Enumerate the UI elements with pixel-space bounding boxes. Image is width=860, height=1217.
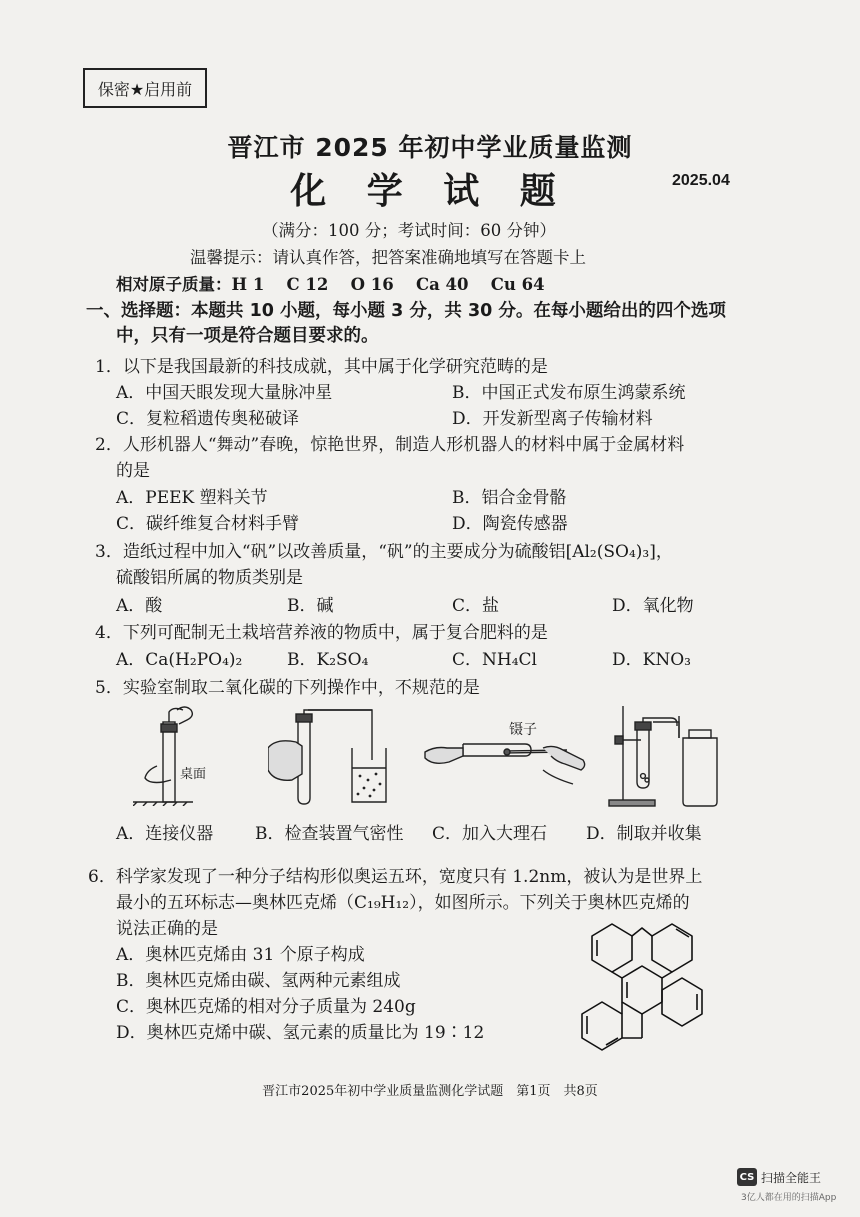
question-6-stem-cont1: 最小的五环标志—奥林匹克烯（C₁₉H₁₂），如图所示。下列关于奥林匹克烯的: [116, 893, 690, 913]
exam-date: 2025.04: [672, 172, 730, 189]
q1-option-a: A．中国天眼发现大量脉冲星: [116, 383, 333, 403]
question-6-stem: 6．科学家发现了一种分子结构形似奥运五环，宽度只有 1.2nm，被认为是世界上: [88, 867, 703, 887]
q2-option-d: D．陶瓷传感器: [452, 514, 568, 534]
section-heading-cont: 中，只有一项是符合题目要求的。: [116, 326, 379, 346]
q4-option-c: C．NH₄Cl: [452, 650, 537, 670]
q5-label-tweezers: 镊子: [509, 722, 537, 738]
exam-info: （满分：100 分；考试时间：60 分钟）: [262, 221, 556, 240]
q4-option-a: A．Ca(H₂PO₄)₂: [116, 650, 243, 670]
q2-option-a: A．PEEK 塑料关节: [116, 488, 268, 508]
q5-option-c: C．加入大理石: [432, 824, 548, 844]
question-4-stem: 4．下列可配制无土栽培营养液的物质中，属于复合肥料的是: [95, 623, 548, 643]
question-5-stem: 5．实验室制取二氧化碳的下列操作中，不规范的是: [95, 678, 480, 698]
q3-option-b: B．碱: [287, 596, 334, 616]
q5-figure-d-produce-collect: [607, 706, 722, 808]
q4-option-d: D．KNO₃: [612, 650, 691, 670]
question-6-stem-cont2: 说法正确的是: [116, 919, 218, 939]
q3-option-a: A．酸: [116, 596, 163, 616]
question-3-stem: 3．造纸过程中加入“矾”以改善质量，“矾”的主要成分为硫酸铝[Al₂(SO₄)₃]，: [95, 542, 673, 562]
q5-figure-c-add-marble: [423, 730, 588, 790]
scanner-app-name: 扫描全能王: [761, 1170, 822, 1185]
q6-option-b: B．奥林匹克烯由碳、氢两种元素组成: [116, 971, 401, 991]
q5-option-d: D．制取并收集: [586, 824, 702, 844]
q5-option-b: B．检查装置气密性: [255, 824, 404, 844]
question-2-stem: 2．人形机器人“舞动”春晚，惊艳世界，制造人形机器人的材料中属于金属材料: [95, 435, 685, 455]
q4-option-b: B．K₂SO₄: [287, 650, 369, 670]
q3-option-c: C．盐: [452, 596, 500, 616]
q1-option-c: C．复粒稻遗传奥秘破译: [116, 409, 300, 429]
question-1-stem: 1．以下是我国最新的科技成就，其中属于化学研究范畴的是: [95, 357, 548, 377]
q6-option-a: A．奥林匹克烯由 31 个原子构成: [116, 945, 365, 965]
atomic-masses: 相对原子质量：H 1 C 12 O 16 Ca 40 Cu 64: [116, 275, 545, 294]
q5-label-desk: 桌面: [180, 767, 207, 782]
section-heading: 一、选择题：本题共 10 小题，每小题 3 分，共 30 分。在每小题给出的四个选项: [86, 301, 726, 321]
confidential-stamp: 保密★启用前: [83, 68, 207, 108]
scanner-logo: [737, 1168, 821, 1186]
olympicene-structure-diagram: [572, 910, 718, 1060]
question-3-stem-cont: 硫酸铝所属的物质类别是: [116, 568, 303, 588]
cs-logo-icon: CS: [737, 1168, 757, 1186]
question-2-stem-cont: 的是: [116, 461, 150, 481]
q2-option-b: B．铝合金骨骼: [452, 488, 567, 508]
q1-option-d: D．开发新型离子传输材料: [452, 409, 653, 429]
q6-option-d: D．奥林匹克烯中碳、氢元素的质量比为 19∶12: [116, 1023, 485, 1043]
scanner-tagline: 3亿人都在用的扫描App: [741, 1193, 837, 1203]
page-footer: 晋江市2025年初中学业质量监测化学试题 第1页 共8页: [262, 1084, 598, 1099]
exam-title: 晋江市 2025 年初中学业质量监测: [227, 133, 633, 162]
q3-option-d: D．氧化物: [612, 596, 694, 616]
q2-option-c: C．碳纤维复合材料手臂: [116, 514, 300, 534]
q6-option-c: C．奥林匹克烯的相对分子质量为 240g: [116, 997, 416, 1017]
q5-option-a: A．连接仪器: [116, 824, 214, 844]
q1-option-b: B．中国正式发布原生鸿蒙系统: [452, 383, 686, 403]
q5-figure-b-airtightness: [268, 708, 388, 806]
warm-tip: 温馨提示：请认真作答，把答案准确地填写在答题卡上: [190, 248, 586, 267]
exam-subject: 化 学 试 题: [290, 171, 570, 212]
q5-figure-a-connect-apparatus: [133, 702, 228, 806]
